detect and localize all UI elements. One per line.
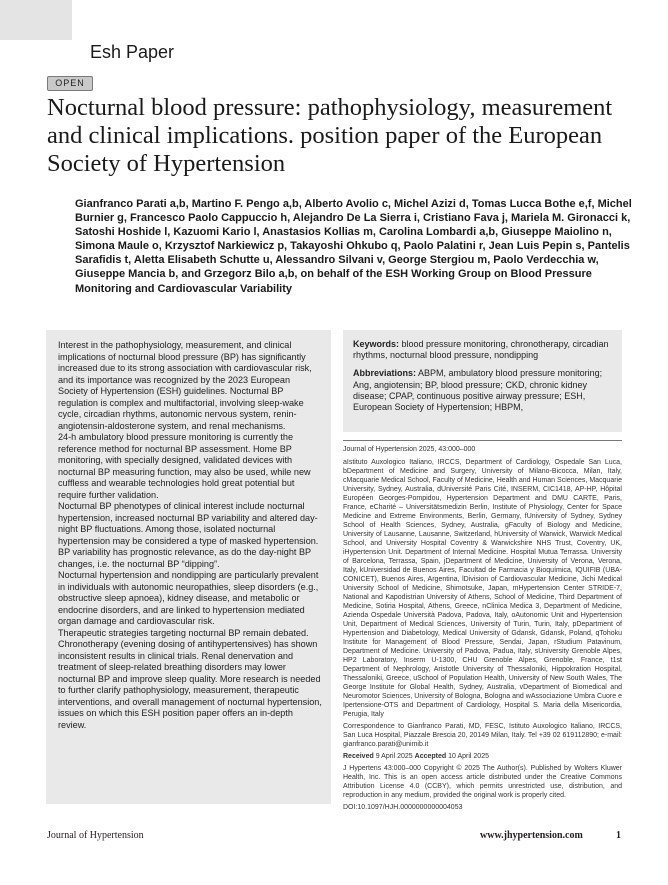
article-metadata xyxy=(343,440,622,815)
dates xyxy=(343,752,622,761)
abstract xyxy=(46,330,331,804)
divider xyxy=(343,440,622,441)
accepted-date: 10 April 2025 xyxy=(448,753,489,760)
abbreviations xyxy=(353,368,612,413)
page-number: 1 xyxy=(616,830,621,841)
footer-journal: Journal of Hypertension xyxy=(47,830,144,841)
page-footer xyxy=(47,830,627,842)
received-label: Received xyxy=(343,753,374,760)
abstract-paragraph: Interest in the pathophysiology, measurement, and clinical implications of nocturnal blood pressure (BP) has significantly increased due to its strong association with cardiovascular risk, and its importance was recognized by the 2023 European Society of Hypertension (ESH) guidelines. Nocturnal BP regulation is complex and multifactorial, involving sleep-wake cycle, circadian rhythms, autonomic nervous system, renin-angiotensin-aldosterone system, and renal mechanisms. xyxy=(58,340,312,431)
journal-citation: Journal of Hypertension 2025, 43:000–000 xyxy=(343,446,476,453)
open-access-badge: OPEN xyxy=(47,76,93,91)
copyright-notice: J Hypertens 43:000–000 Copyright © 2025 The Author(s). Published by Wolters Kluwer Health, Inc. This is an open access article distributed under the Creative Commons Attribution License 4.0 (CCBY), which permits unrestricted use, distribution, and reproduction in any medium, provided the original work is properly cited. xyxy=(343,765,622,799)
section-label: Esh Paper xyxy=(90,42,175,62)
doi[interactable]: DOI:10.1097/HJH.0000000000004053 xyxy=(343,804,463,811)
keywords xyxy=(353,339,612,361)
accepted-label: Accepted xyxy=(414,753,447,760)
abstract-paragraph: Nocturnal hypertension and nondipping are particularly prevalent in individuals with autonomic neuropathies, sleep disorders (e.g., obstructive sleep apnoea), kidney disease, and metabolic or endocrine disorders, and are linked to hypertension mediated organ damage and cardiovascular risk. xyxy=(58,570,319,626)
abstract-paragraph: 24-h ambulatory blood pressure monitoring is currently the reference method for nocturnal BP assessment. Home BP monitoring, with specially designed, validated devices with nocturnal BP measuring function, may also be used, while new cuffless and wearable technologies hold great potential but require further validation. xyxy=(58,432,311,500)
abstract-paragraph: Therapeutic strategies targeting nocturnal BP remain debated. Chronotherapy (evening dosing of antihypertensives) has shown inconsistent results in clinical trials. Renal denervation and treatment of sleep-related breathing disorders may lower nocturnal BP and improve sleep quality. More research is needed to further clarify pathophysiology, measurement, therapeutic interventions, and overall management of nocturnal hypertension, issues on which this ESH position paper offers an in-depth review. xyxy=(58,627,322,730)
keywords-label: Keywords: xyxy=(353,339,400,349)
affiliations: aIstituto Auxologico Italiano, IRCCS, Department of Cardiology, Ospedale San Luca, bDepartment of Medicine and Surgery, University of Milano-Bicocca, Milan, Italy, cMacquarie Medical School, Faculty of Medicine, Health and Human Sciences, Macquarie University, Sydney, Australia, dUniversité Paris Cité, INSERM, CIC1418, AP-HP, Hôpital Européen Georges-Pompidou, Hypertension Department and DMU CARTE, Paris, France, eCharité – Universitätsmedizin Berlin, Institute of Physiology, Center for Space Medicine and Extreme Environments, Berlin, Germany, fUniversity of Sydney, Sydney School of Health Sciences, Sydney, Australia, gFaculty of Biology and Medicine, University of Lausanne, Lausanne, Switzerland, hUniversity of Warwick, Warwick Medical School, and University Hospital Coventry & Warwickshire NHS Trust, Coventry, UK, iHypertension Unit. Department of Internal Medicine. Hospital Mutua Terrassa. University of Barcelona, Terrassa, Spain, jDepartment of Medicine, University of Verona, Verona, Italy, kUniversidad de Buenos Aires, Facultad de Farmacia y Bioquímica, IQUIFIB (UBA-CONICET), Buenos Aires, Argentina, lDivision of Cardiovascular Medicine, Jichi Medical University School of Medicine, Shimotsuke, Japan, mHypertension Center STRIDE-7, National and Kapodistrian University of Athens, School of Medicine, Third Department of Medicine, Sotiria Hospital, Athens, Greece, nClinica Medica 3, Department of Medicine, Azienda Ospedale Università Padova, Padova, Italy, oAutonomic Unit and Hypertension Unit, Department of Medical Sciences, University of Turin, Turin, Italy, pDepartment of Hypertension and Diabetology, Medical University of Gdansk, Gdansk, Poland, qTohoku Institute for Management of Blood Pressure, Sendai, Japan, rStudium Patavinum, Department of Medicine. University of Padova, Padua, Italy, sUniversity Grenoble Alpes, HP2 Laboratory, Inserm U-1300, CHU Grenoble Alpes, Grenoble, France, t1st Department of Nephrology, Aristotle University of Thessaloniki, Hippokration Hospital, Thessaloniki, Greece, uSchool of Population Health, University of New South Wales, The George Institute for Global Health, Sydney, Australia, vDepartment of Biomedical and Neuromotor Sciences, University of Bologna, Bologna and wAssociazione Umbra Cuore e Ipertensione-OTS and Department of Cardiology, Hospital S. Maria della Misericordia, Perugia, Italy xyxy=(343,459,622,718)
author-list: Gianfranco Parati a,b, Martino F. Pengo a,b, Alberto Avolio c, Michel Azizi d, Tomas Lucca Bothe e,f, Michel Burnier g, Francesco Paolo Cappuccio h, Alejandro De La Sierra i, Cristiano Fava j, Mariela M. Gironacci k, Satoshi Hoshide l, Kazuomi Kario l, Anastasios Kollias m, Carolina Lombardi a,b, Giuseppe Maiolino n, Simona Maule o, Krzysztof Narkiewicz p, Takayoshi Ohkubo q, Paolo Palatini r, Jean Luis Pepin s, Pantelis Sarafidis t, Aletta Elisabeth Schutte u, Alessandro Silvani v, George Stergiou m, Paolo Verdecchia w, Giuseppe Mancia b, and Grzegorz Bilo a,b, on behalf of the ESH Working Group on Blood Pressure Monitoring and Cardiovascular Variability xyxy=(75,198,632,295)
received-date: 9 April 2025 xyxy=(375,753,413,760)
keywords-box xyxy=(343,330,622,432)
abbreviations-label: Abbreviations: xyxy=(353,368,417,379)
header-corner-block xyxy=(0,0,72,40)
correspondence: Correspondence to Gianfranco Parati, MD, FESC, Istituto Auxologico Italiano, IRCCS, San Luca Hospital, Piazzale Brescia 20, 20149 Milan, Italy. Tel +39 02 619112890; e-mail: gianfranco.parati@unimib.it xyxy=(343,723,622,748)
footer-url[interactable]: www.jhypertension.com xyxy=(480,830,583,841)
abstract-paragraph: Nocturnal BP phenotypes of clinical interest include nocturnal hypertension, increased nocturnal BP variability and altered day-night BP fluctuations. Among those, isolated nocturnal hypertension may be considered a type of masked hypertension. BP variability has prognostic relevance, as do the day-night BP changes, i.e. the nocturnal BP “dipping”. xyxy=(58,501,319,569)
abbreviations-text: ABPM, ambulatory blood pressure monitoring; Ang, angiotensin; BP, blood pressure; CKD, chronic kidney disease; CPAP, continuous positive airway pressure; ESH, European Society of Hypertension; HBPM, xyxy=(353,368,603,413)
paper-title: Nocturnal blood pressure: pathophysiology, measurement and clinical implications. position paper of the European Society of Hypertension xyxy=(47,94,613,177)
keywords-text: blood pressure monitoring, chronotherapy, circadian rhythms, nocturnal blood pressure, nondipping xyxy=(353,339,609,361)
